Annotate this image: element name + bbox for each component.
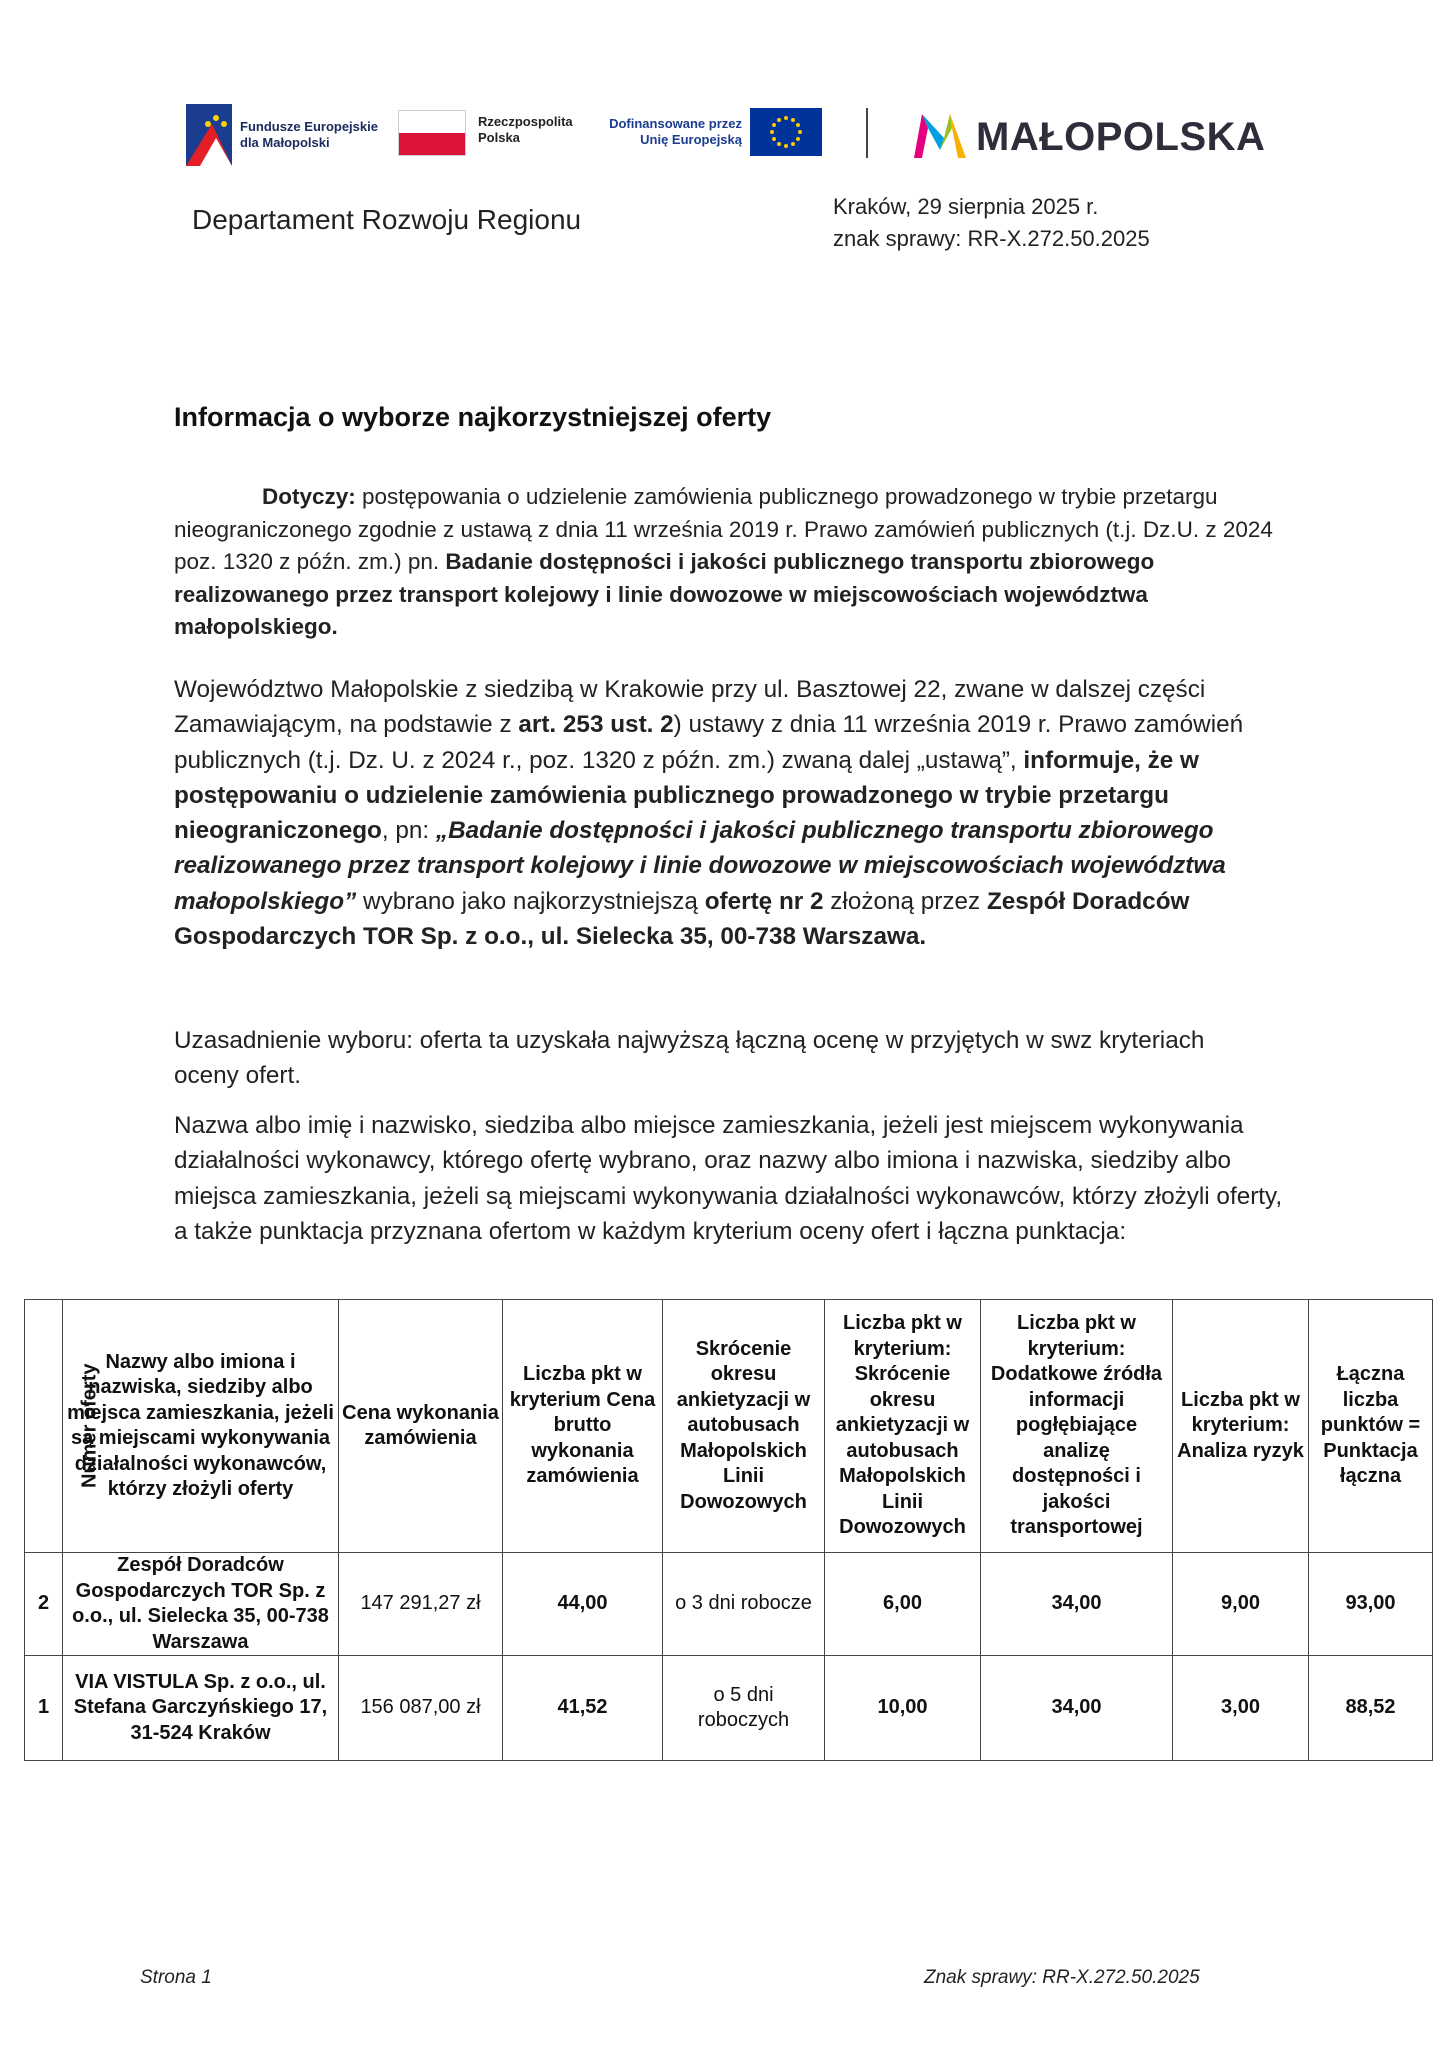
- header-price: Cena wykonania zamówienia: [339, 1300, 503, 1553]
- cell-price: 147 291,27 zł: [339, 1553, 503, 1656]
- cell-offer-number: 2: [25, 1553, 63, 1656]
- header-offer-number: Numer oferty: [25, 1300, 63, 1553]
- polish-flag-icon: [398, 110, 466, 156]
- procurement-name-quoted: „Badanie dostępności i jakości publicznego transportu zbiorowego realizowanego przez transport kolejowy i linie dowozowe w miejscowościach województwa małopolskiego”: [174, 817, 1226, 915]
- cell-shortening: o 5 dni roboczych: [663, 1656, 825, 1761]
- header-total: Łączna liczba punktów = Punktacja łączna: [1309, 1300, 1433, 1553]
- logo-fundusze-europejskie: [186, 104, 396, 166]
- place-and-date-block: [833, 191, 1150, 255]
- cell-shortening: o 3 dni robocze: [663, 1553, 825, 1656]
- logo-unia-europejska: [602, 108, 832, 160]
- cell-total: 88,52: [1309, 1656, 1433, 1761]
- header-contractor: Nazwy albo imiona i nazwiska, siedziby albo miejsca zamieszkania, jeżeli są miejscami wykonywania działalności wykonawców, którzy złożyli oferty: [63, 1300, 339, 1553]
- selected-offer-number: ofertę nr 2: [704, 887, 824, 915]
- decision-paragraph: Województwo Małopolskie z siedzibą w Krakowie przy ul. Basztowej 22, zwane w dalszej części Zamawiającym, na podstawie z art. 253 ust. 2) ustawy z dnia 11 września 2019 r. Prawo zamówień publicznych (t.j. Dz. U. z 2024 r., poz. 1320 z późn. zm.) zwaną dalej „ustawą”, informuje, że w postępowaniu o udzielenie zamówienia publicznego prowadzonego w trybie przetargu nieograniczonego, pn: „Badanie dostępności i jakości publicznego transportu zbiorowego realizowanego przez transport kolejowy i linie dowozowe w miejscowościach województwa małopolskiego” wybrano jako najkorzystniejszą ofertę nr 2 złożoną przez Zespół Doradców Gospodarczych TOR Sp. z o.o., ul. Sielecka 35, 00-738 Warszawa.: [174, 676, 1244, 951]
- cell-contractor: VIA VISTULA Sp. z o.o., ul. Stefana Garczyńskiego 17, 31-524 Kraków: [63, 1656, 339, 1761]
- logo-divider: [866, 108, 868, 158]
- eu-funding-text: Dofinansowane przez Unię Europejską: [609, 116, 742, 147]
- cell-contractor: Zespół Doradców Gospodarczych TOR Sp. z o.o., ul. Sielecka 35, 00-738 Warszawa: [63, 1553, 339, 1656]
- subject-paragraph: [174, 481, 1274, 644]
- malopolska-text: MAŁOPOLSKA: [976, 115, 1266, 159]
- fundusze-europejskie-text: Fundusze Europejskie dla Małopolski: [240, 119, 378, 150]
- offers-table: [24, 1299, 1433, 1761]
- header-sources-points: Liczba pkt w kryterium: Dodatkowe źródła informacji pogłębiające analizę dostępności i jakości transportowej: [981, 1300, 1173, 1553]
- table-header-row: [25, 1300, 1433, 1553]
- subject-lead: Dotyczy:: [262, 484, 356, 509]
- cell-sources-points: 34,00: [981, 1656, 1173, 1761]
- cell-risk-points: 9,00: [1173, 1553, 1309, 1656]
- header-price-points: Liczba pkt w kryterium Cena brutto wykonania zamówienia: [503, 1300, 663, 1553]
- document-title: Informacja o wyborze najkorzystniejszej oferty: [174, 402, 772, 432]
- malopolska-mark-icon: [914, 110, 970, 160]
- footer-case-number: Znak sprawy: RR-X.272.50.2025: [924, 1967, 1200, 1988]
- eu-flag-icon: [750, 108, 822, 156]
- header-shortening: Skrócenie okresu ankietyzacji w autobusach Małopolskich Linii Dowozowych: [663, 1300, 825, 1553]
- cell-price-points: 41,52: [503, 1656, 663, 1761]
- header-risk-points: Liczba pkt w kryterium: Analiza ryzyk: [1173, 1300, 1309, 1553]
- cell-sources-points: 34,00: [981, 1553, 1173, 1656]
- department-name: Departament Rozwoju Regionu: [192, 204, 582, 235]
- fundusze-europejskie-emblem-icon: [186, 104, 232, 166]
- cell-price-points: 44,00: [503, 1553, 663, 1656]
- cell-price: 156 087,00 zł: [339, 1656, 503, 1761]
- case-number: znak sprawy: RR-X.272.50.2025: [833, 226, 1150, 251]
- logo-rzeczpospolita-polska: [398, 110, 588, 162]
- rzeczpospolita-text: Rzeczpospolita Polska: [478, 114, 573, 145]
- cell-total: 93,00: [1309, 1553, 1433, 1656]
- cell-offer-number: 1: [25, 1656, 63, 1761]
- place-date: Kraków, 29 sierpnia 2025 r.: [833, 194, 1099, 219]
- cell-risk-points: 3,00: [1173, 1656, 1309, 1761]
- cell-shortening-points: 6,00: [825, 1553, 981, 1656]
- subject-procurement-name: Badanie dostępności i jakości publicznego transportu zbiorowego realizowanego przez transport kolejowy i linie dowozowe w miejscowościach województwa małopolskiego.: [174, 549, 1155, 639]
- logo-malopolska: [914, 110, 1274, 162]
- justification-paragraph: Uzasadnienie wyboru: oferta ta uzyskała najwyższą łączną ocenę w przyjętych w swz kryteriach oceny ofert.: [174, 1027, 1205, 1090]
- selected-contractor: Zespół Doradców Gospodarczych TOR Sp. z o.o., ul. Sielecka 35, 00-738 Warszawa.: [174, 887, 1190, 951]
- page-number: Strona 1: [140, 1967, 212, 1988]
- header-shortening-points: Liczba pkt w kryterium: Skrócenie okresu ankietyzacji w autobusach Małopolskich Linii Dowozowych: [825, 1300, 981, 1553]
- offers-list-intro: Nazwa albo imię i nazwisko, siedziba albo miejsce zamieszkania, jeżeli jest miejscem wykonywania działalności wykonawcy, którego ofertę wybrano, oraz nazwy albo imiona i nazwiska, siedziby albo miejsca zamieszkania, jeżeli są miejscami wykonywania działalności wykonawców, którzy złożyli oferty, a także punktacja przyznana ofertom w każdym kryterium oceny ofert i łączna punktacja:: [174, 1112, 1283, 1245]
- table-row: [25, 1656, 1433, 1761]
- cell-shortening-points: 10,00: [825, 1656, 981, 1761]
- table-row: [25, 1553, 1433, 1656]
- subject-text: postępowania o udzielenie zamówienia publicznego prowadzonego w trybie przetargu nieograniczonego zgodnie z ustawą z dnia 11 września 2019 r. Prawo zamówień publicznych (t.j. Dz.U. z 2024 poz. 1320 z późn. zm.) pn.: [174, 484, 1273, 574]
